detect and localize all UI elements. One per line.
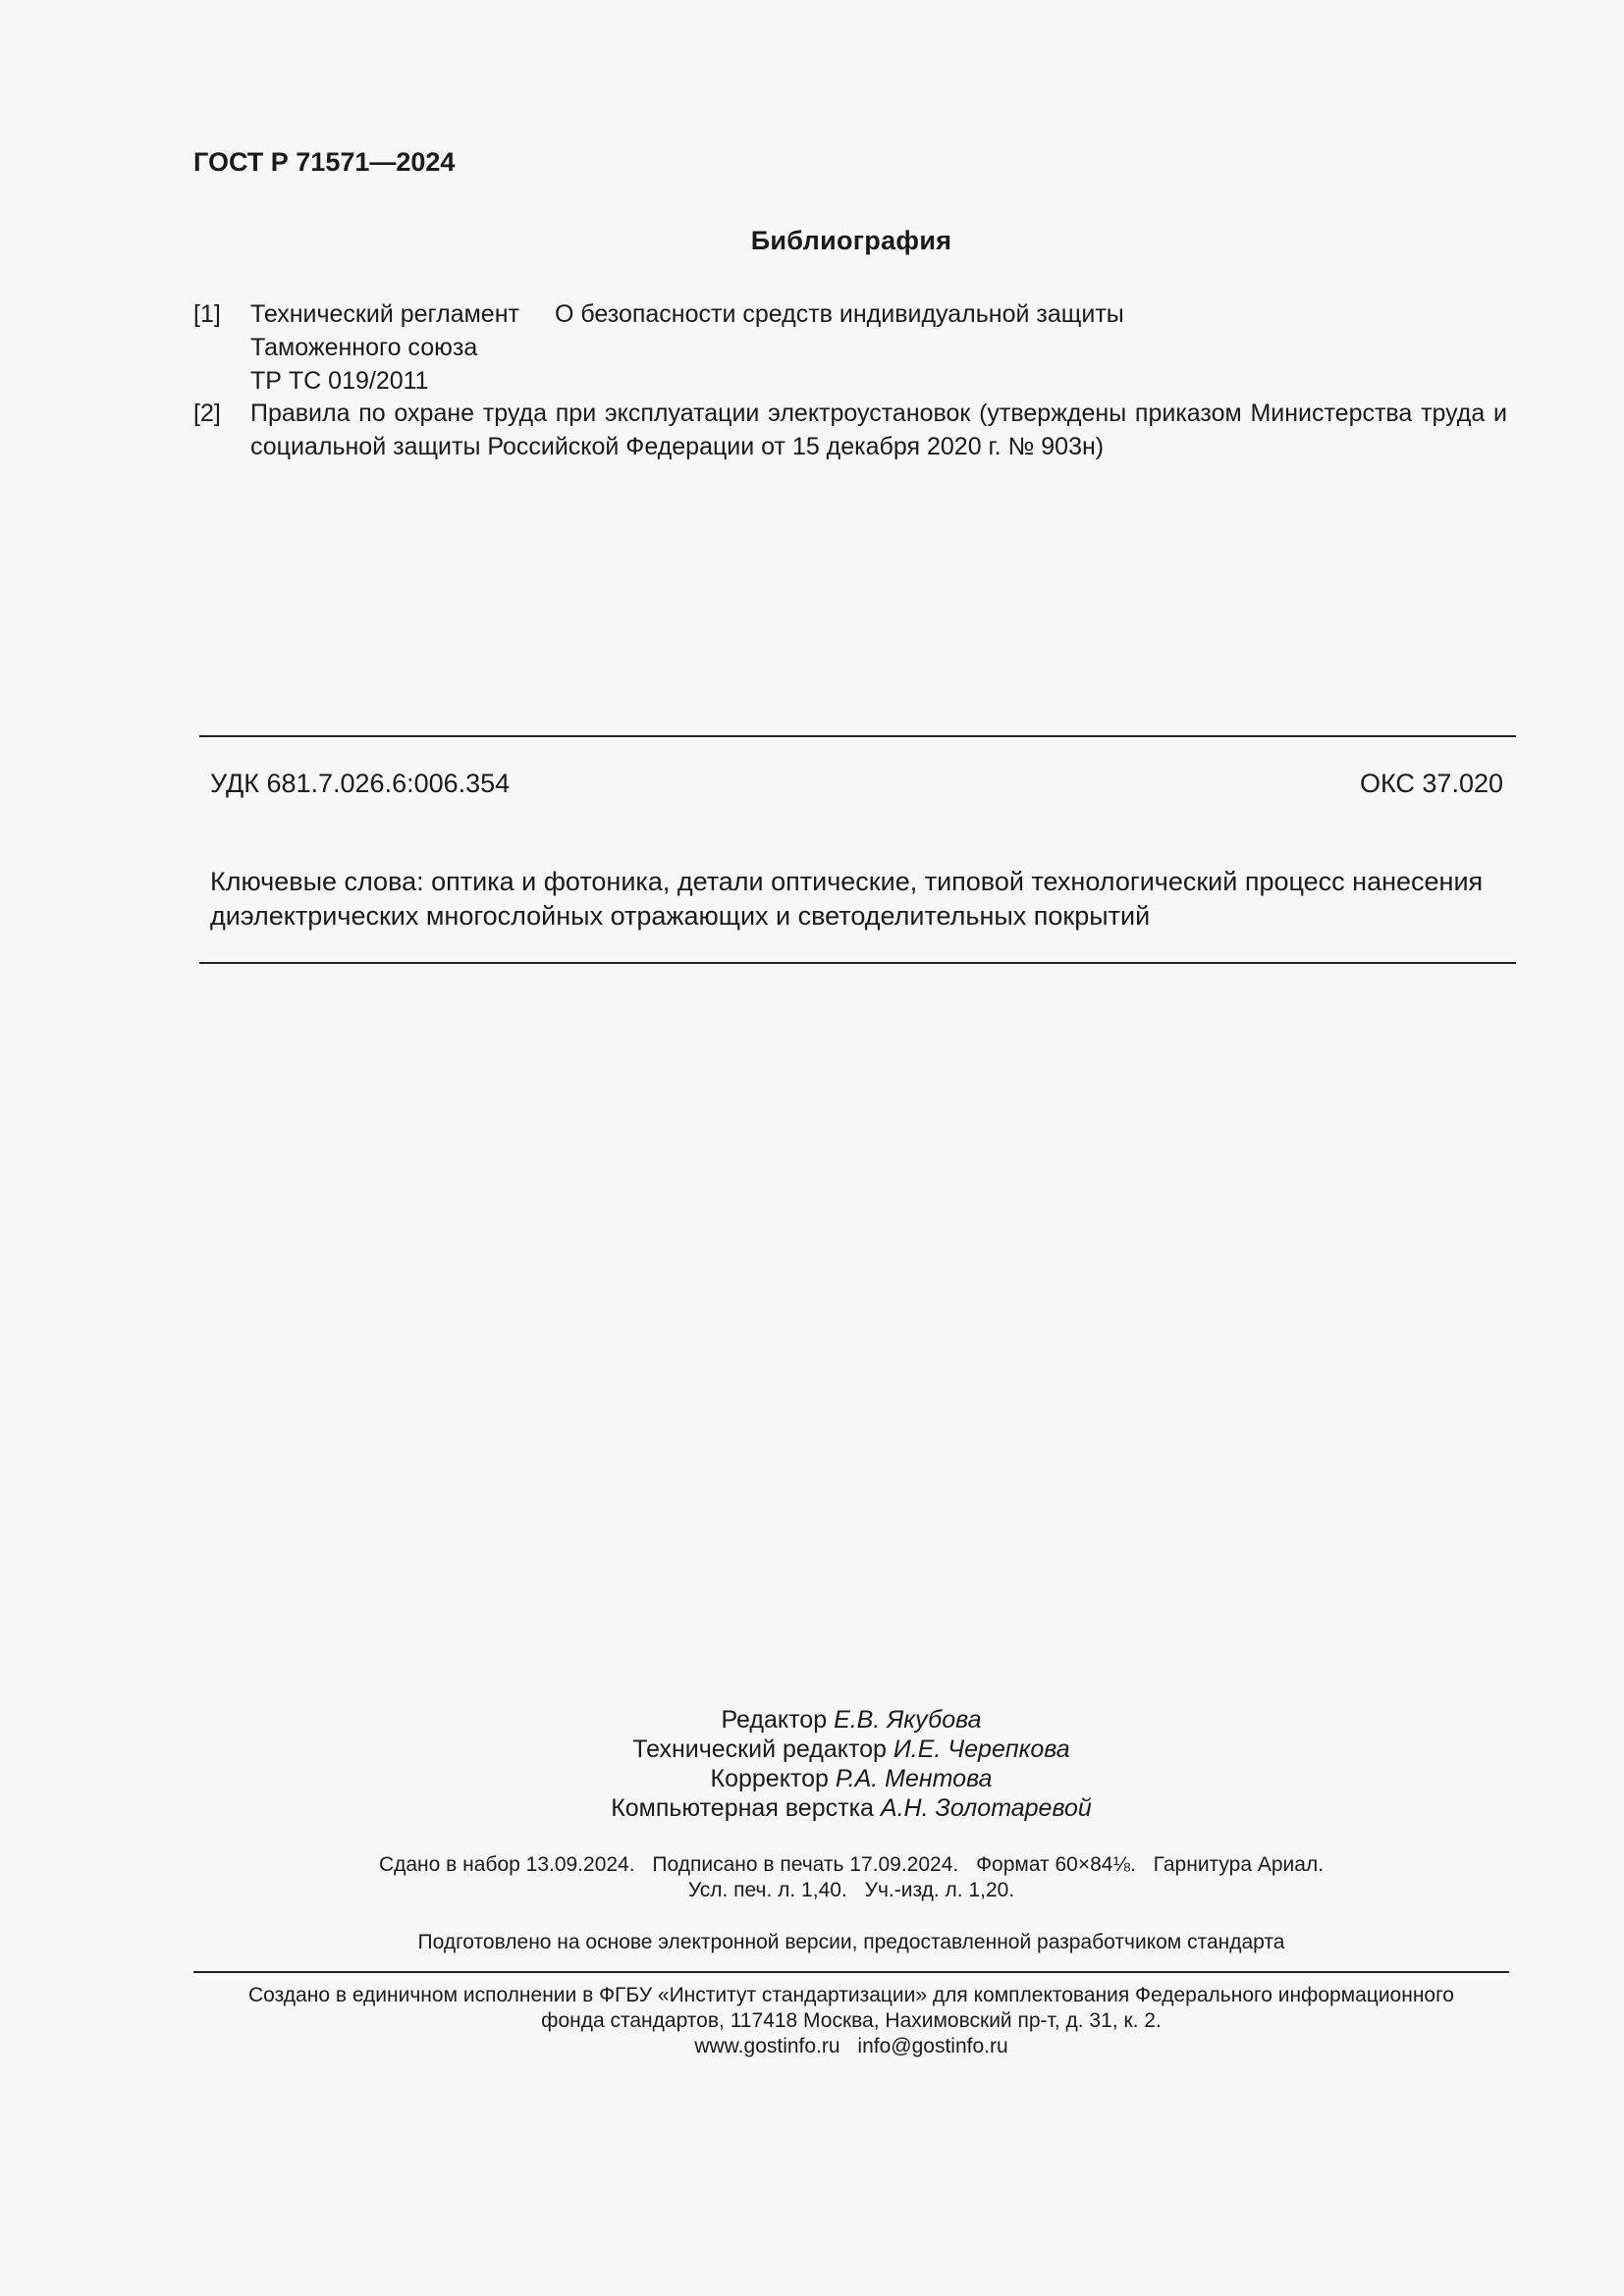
divider-bottom [199,962,1516,964]
layout-name: А.Н. Золотаревой [880,1794,1092,1822]
reference-1-line-3: ТР ТС 019/2011 [250,367,429,395]
paper-format: Формат 60×84⅛. [976,1853,1136,1876]
credit-tech-editor [0,1735,1624,1764]
editor-label: Редактор [721,1706,828,1734]
editor-name: Е.В. Якубова [834,1706,982,1734]
tech-editor-label: Технический редактор [632,1735,887,1763]
publisher-sheets: Уч.-изд. л. 1,20. [864,1879,1015,1901]
reference-number-2: [2] [193,400,221,427]
website-link[interactable]: www.gostinfo.ru [694,2035,840,2057]
credit-layout [0,1793,1624,1823]
print-info-line-1 [0,1852,1624,1878]
created-note-line-2: фонда стандартов, 117418 Москва, Нахимовский пр-т, д. 31, к. 2. [541,2009,1162,2032]
corrector-label: Корректор [710,1765,829,1792]
layout-label: Компьютерная верстка [611,1794,874,1822]
prepared-note: Подготовлено на основе электронной версии, предоставленной разработчиком стандарта [417,1931,1285,1953]
divider-top [199,735,1516,737]
credit-corrector [0,1764,1624,1793]
reference-number-1: [1] [193,300,221,328]
reference-1-line-2: Таможенного союза [250,334,478,361]
oks-code: ОКС 37.020 [1359,769,1503,798]
document-code: ГОСТ Р 71571—2024 [193,147,456,177]
reference-1-regulation [250,297,565,398]
typeface: Гарнитура Ариал. [1153,1853,1325,1876]
submitted-date: Сдано в набор 13.09.2024. [378,1853,635,1876]
signed-date: Подписано в печать 17.09.2024. [652,1853,959,1876]
print-sheets: Усл. печ. л. 1,40. [687,1879,847,1901]
contacts-line [0,2034,1624,2059]
reference-1-line-1: Технический регламент [250,300,519,328]
corrector-name: Р.А. Ментова [835,1765,993,1792]
bibliography-title: Библиография [750,226,952,255]
email-link[interactable]: info@gostinfo.ru [857,2035,1008,2057]
reference-2-text: Правила по охране труда при эксплуатации электроустановок (утверждены приказом Министерства труда и социальной защиты Российской Федерации от 15 декабря 2020 г. № 903н) [250,400,1507,460]
created-note-line-1: Создано в единичном исполнении в ФГБУ «Институт стандартизации» для комплектования Федерального информационного [248,1984,1454,2006]
udk-code: УДК 681.7.026.6:006.354 [210,769,511,798]
tech-editor-name: И.Е. Черепкова [893,1735,1070,1763]
reference-1-title: О безопасности средств индивидуальной защиты [555,300,1124,328]
print-info-line-2 [0,1878,1624,1903]
divider-footer [193,1971,1509,1973]
credit-editor [0,1705,1624,1735]
keywords: Ключевые слова: оптика и фотоника, детали оптические, типовой технологический процесс нанесения диэлектрических многослойных отражающих и светоделительных покрытий [210,867,1484,931]
